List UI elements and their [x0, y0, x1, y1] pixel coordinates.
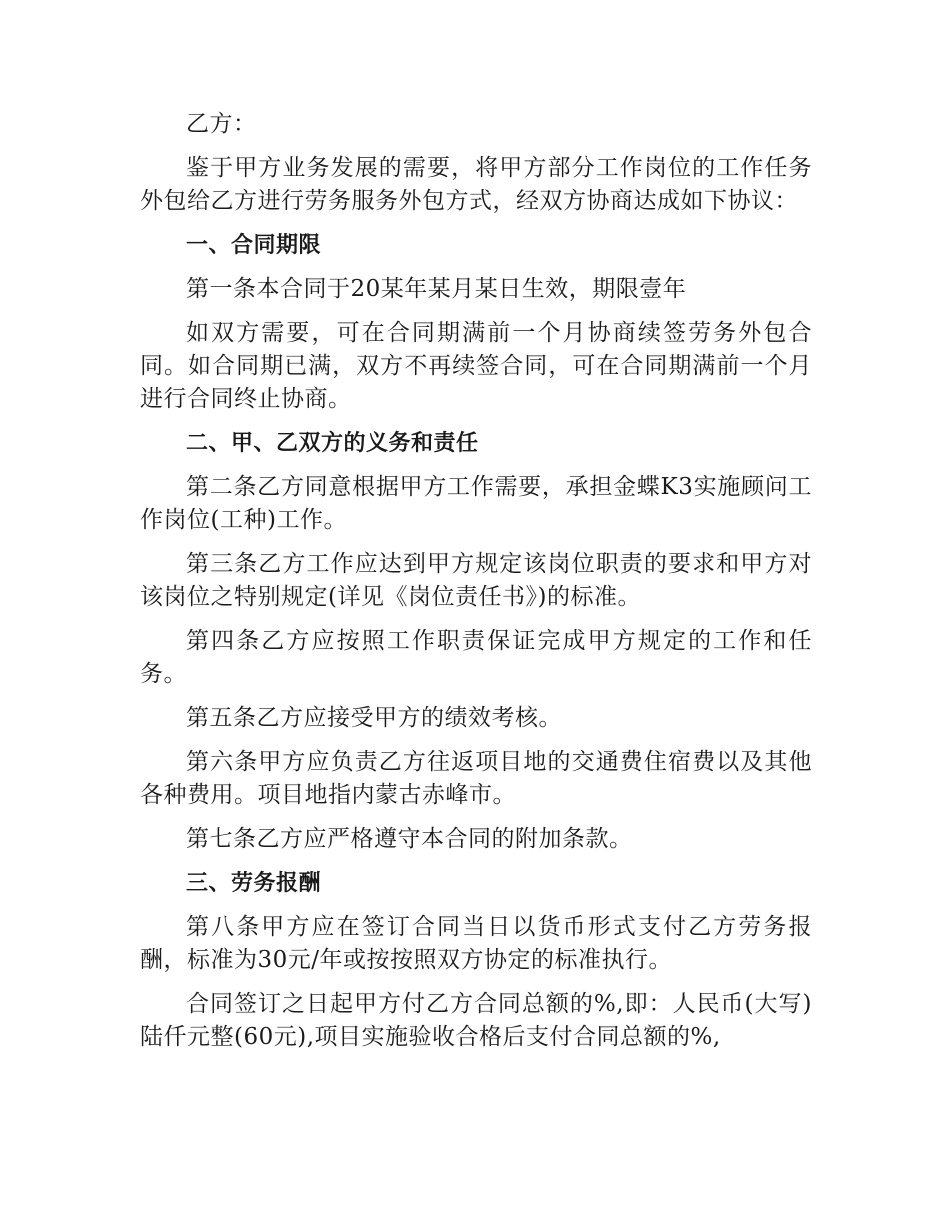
article-2: 第二条乙方同意根据甲方工作需要，承担金蝶K3实施顾问工作岗位(工种)工作。 [140, 474, 812, 533]
article-1: 第一条本合同于20某年某月某日生效，期限壹年 [186, 276, 687, 302]
section-1-heading: 一、合同期限 [186, 233, 322, 258]
party-b-line: 乙方： [186, 111, 257, 137]
article-3: 第三条乙方工作应达到甲方规定该岗位职责的要求和甲方对该岗位之特别规定(详见《岗位责任书》)的标准。 [140, 551, 812, 610]
payment-paragraph: 合同签订之日起甲方付乙方合同总额的%,即：人民币(大写)陆仟元整(60元),项目实施验收合格后支付合同总额的%, [140, 991, 812, 1050]
article-5: 第五条乙方应接受甲方的绩效考核。 [186, 705, 562, 731]
contract-page [140, 108, 812, 1065]
section-3-heading: 三、劳务报酬 [186, 871, 322, 896]
intro-paragraph: 鉴于甲方业务发展的需要，将甲方部分工作岗位的工作任务外包给乙方进行劳务服务外包方式，经双方协商达成如下协议： [140, 155, 812, 214]
section-2-heading: 二、甲、乙双方的义务和责任 [186, 431, 479, 456]
article-6: 第六条甲方应负责乙方往返项目地的交通费住宿费以及其他各种费用。项目地指内蒙古赤峰市。 [140, 749, 812, 808]
article-7: 第七条乙方应严格遵守本合同的附加条款。 [186, 826, 633, 852]
article-8: 第八条甲方应在签订合同当日以货币形式支付乙方劳务报酬，标准为30元/年或按按照双方协定的标准执行。 [140, 914, 812, 973]
article-4: 第四条乙方应按照工作职责保证完成甲方规定的工作和任务。 [140, 628, 812, 687]
renewal-paragraph: 如双方需要，可在合同期满前一个月协商续签劳务外包合同。如合同期已满，双方不再续签合同，可在合同期满前一个月进行合同终止协商。 [140, 320, 812, 412]
